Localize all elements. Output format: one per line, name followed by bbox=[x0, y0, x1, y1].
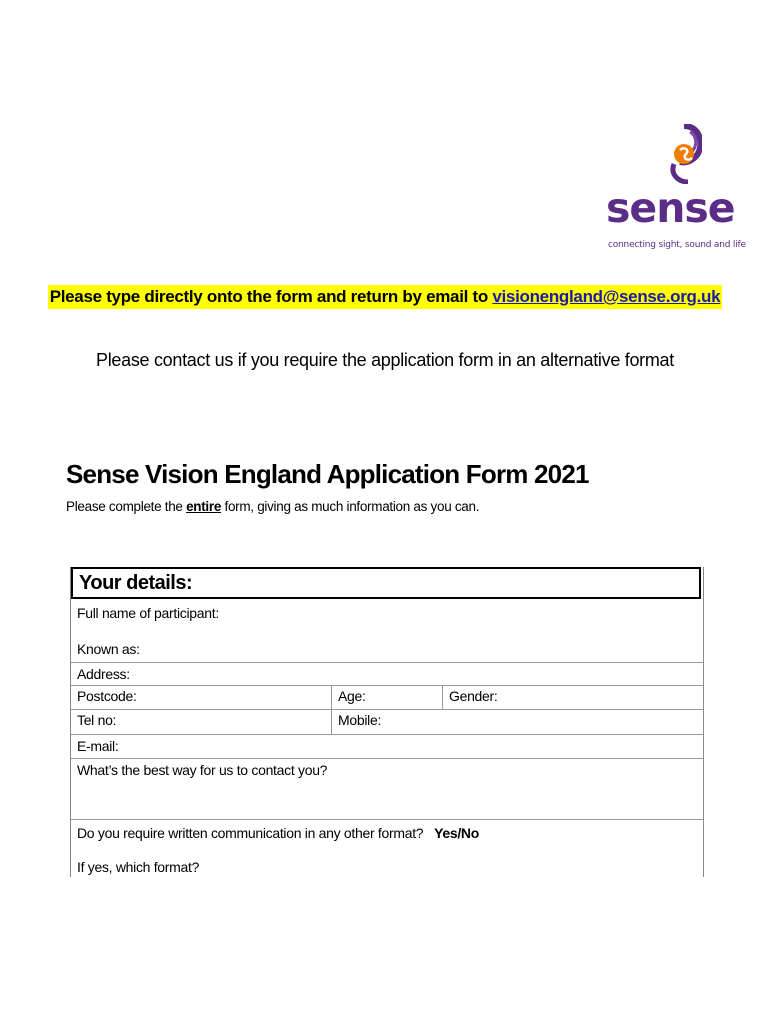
age-field[interactable] bbox=[331, 686, 442, 709]
phone-row bbox=[71, 710, 703, 735]
tel-label: Tel no: bbox=[77, 712, 117, 728]
gender-field[interactable] bbox=[442, 686, 703, 709]
age-label: Age: bbox=[338, 688, 366, 704]
best-contact-row[interactable] bbox=[71, 759, 703, 820]
email-link[interactable]: visionengland@sense.org.uk bbox=[492, 287, 721, 306]
instruction-banner bbox=[0, 285, 770, 309]
subtitle-after: form, giving as much information as you can. bbox=[221, 499, 480, 514]
yes-no-option[interactable]: Yes/No bbox=[434, 825, 479, 841]
known-as-label: Known as: bbox=[77, 641, 140, 657]
gender-label: Gender: bbox=[449, 688, 498, 704]
full-name-label: Full name of participant: bbox=[77, 605, 219, 621]
logo-wordmark: sense bbox=[606, 184, 735, 232]
instruction-text: Please type directly onto the form and return by email to bbox=[49, 287, 493, 306]
address-row[interactable] bbox=[71, 663, 703, 686]
email-label: E-mail: bbox=[77, 738, 119, 754]
name-row[interactable] bbox=[71, 599, 703, 663]
subtitle-emphasis: entire bbox=[186, 499, 222, 514]
mobile-field[interactable] bbox=[331, 710, 703, 734]
alternative-format-note: Please contact us if you require the application form in an alternative format bbox=[96, 350, 674, 370]
postcode-field[interactable] bbox=[71, 686, 331, 709]
sense-logo bbox=[606, 124, 746, 256]
which-format-label: If yes, which format? bbox=[77, 859, 200, 875]
written-comm-question: Do you require written communication in any other format? bbox=[77, 825, 424, 841]
subtitle-before: Please complete the bbox=[66, 499, 187, 514]
written-comm-label bbox=[77, 825, 479, 841]
page-subtitle bbox=[66, 499, 479, 514]
sense-logo-mark-icon bbox=[666, 124, 702, 184]
your-details-form bbox=[70, 567, 704, 877]
email-row[interactable] bbox=[71, 735, 703, 759]
section-header: Your details: bbox=[71, 567, 701, 599]
tel-field[interactable] bbox=[71, 710, 331, 734]
mobile-label: Mobile: bbox=[338, 712, 382, 728]
written-communication-row[interactable] bbox=[71, 820, 703, 877]
instruction-highlight bbox=[48, 285, 723, 309]
address-label: Address: bbox=[77, 666, 130, 682]
postcode-row bbox=[71, 686, 703, 710]
postcode-label: Postcode: bbox=[77, 688, 137, 704]
page-title: Sense Vision England Application Form 2021 bbox=[66, 459, 589, 489]
logo-tagline: connecting sight, sound and life bbox=[608, 240, 746, 250]
best-contact-label: What’s the best way for us to contact you? bbox=[77, 762, 328, 778]
